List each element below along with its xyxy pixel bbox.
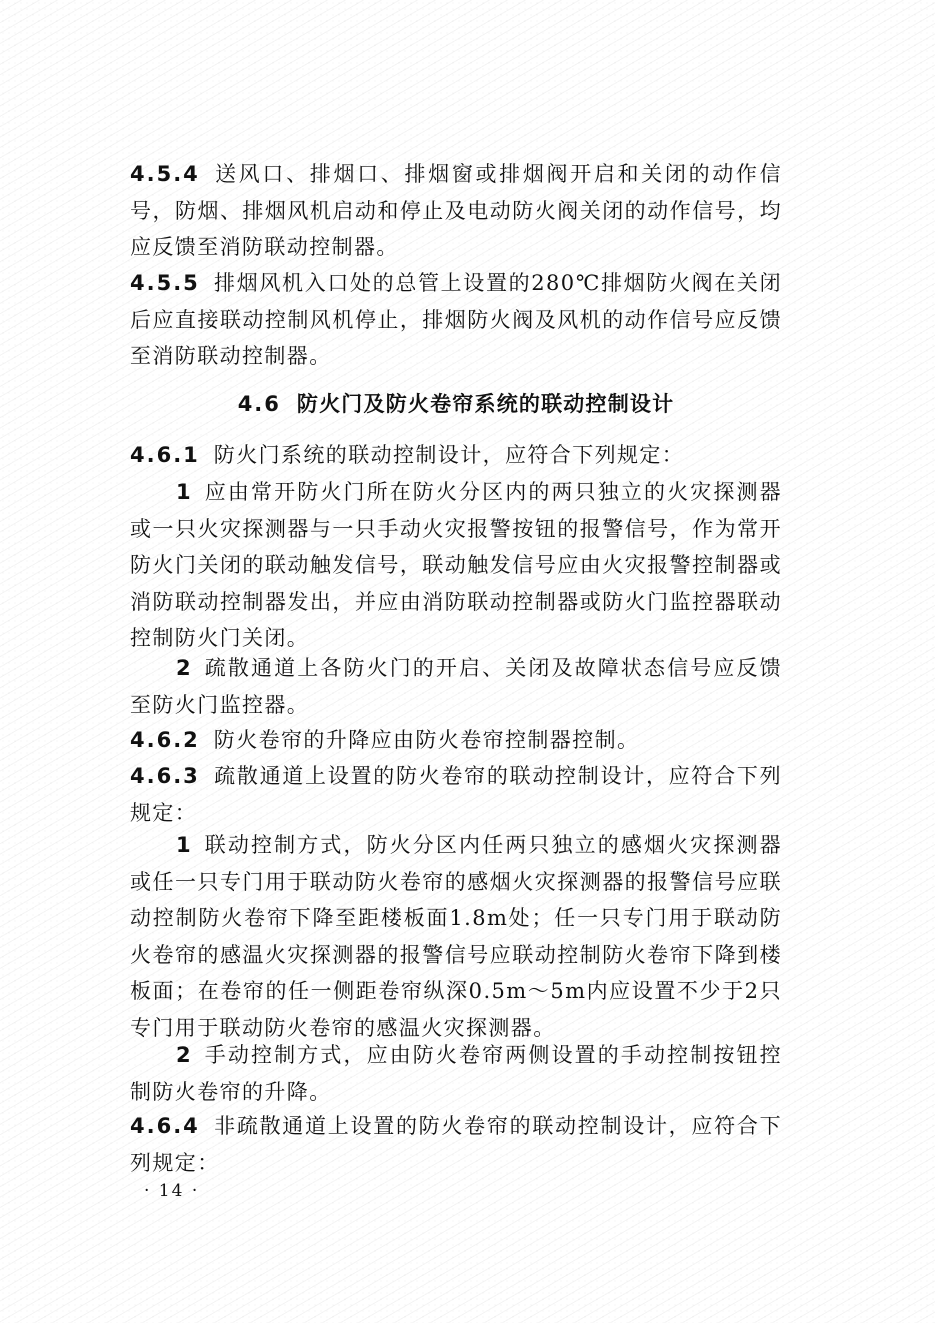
clause-number: 4.5.5 [130, 271, 200, 295]
item-number: 2 [176, 656, 193, 680]
page-number: · 14 · [144, 1181, 200, 1201]
clause-number: 4.6.2 [130, 728, 200, 752]
item-number: 1 [176, 480, 193, 504]
clause-number: 4.6.3 [130, 764, 200, 788]
item-number: 2 [176, 1043, 193, 1067]
clause-text: 防火门系统的联动控制设计，应符合下列规定： [213, 443, 685, 467]
clause-text: 送风口、排烟口、排烟窗或排烟阀开启和关闭的动作信号，防烟、排烟风机启动和停止及电动防火阀关闭的动作信号，均应反馈至消防联动控制器。 [130, 162, 782, 259]
item-text: 手动控制方式，应由防火卷帘两侧设置的手动控制按钮控制防火卷帘的升降。 [130, 1043, 782, 1104]
section-number: 4.6 [237, 392, 281, 416]
item-text: 应由常开防火门所在防火分区内的两只独立的火灾探测器或一只火灾探测器与一只手动火灾报警按钮的报警信号，作为常开防火门关闭的联动触发信号，联动触发信号应由火灾报警控制器或消防联动控制器发出，并应由消防联动控制器或防火门监控器联动控制防火门关闭。 [130, 480, 782, 650]
clause-text: 防火卷帘的升降应由防火卷帘控制器控制。 [213, 728, 640, 752]
clause-number: 4.6.1 [130, 443, 200, 467]
clause-4-6-3-item-2 [130, 1037, 782, 1110]
clause-text: 疏散通道上设置的防火卷帘的联动控制设计，应符合下列规定： [130, 764, 782, 825]
clause-4-6-1-item-1 [130, 474, 782, 657]
clause-text: 排烟风机入口处的总管上设置的280℃排烟防火阀在关闭后应直接联动控制风机停止，排烟防火阀及风机的动作信号应反馈至消防联动控制器。 [130, 271, 782, 368]
clause-4-6-3 [130, 758, 782, 831]
item-text: 疏散通道上各防火门的开启、关闭及故障状态信号应反馈至防火门监控器。 [130, 656, 782, 717]
item-number: 1 [176, 833, 193, 857]
clause-text: 非疏散通道上设置的防火卷帘的联动控制设计，应符合下列规定： [130, 1114, 782, 1175]
item-text: 联动控制方式，防火分区内任两只独立的感烟火灾探测器或任一只专门用于联动防火卷帘的感烟火灾探测器的报警信号应联动控制防火卷帘下降至距楼板面1.8m处；任一只专门用于联动防火卷帘的感温火灾探测器的报警信号应联动控制防火卷帘下降到楼板面；在卷帘的任一侧距卷帘纵深0.5m～5m内应设置不少于2只专门用于联动防火卷帘的感温火灾探测器。 [130, 833, 782, 1040]
clause-4-5-4 [130, 156, 782, 266]
clause-4-5-5 [130, 265, 782, 375]
section-title: 防火门及防火卷帘系统的联动控制设计 [296, 392, 675, 416]
clause-4-6-1 [130, 437, 782, 474]
clause-4-6-3-item-1 [130, 827, 782, 1046]
clause-number: 4.6.4 [130, 1114, 200, 1138]
clause-4-6-1-item-2 [130, 650, 782, 723]
clause-number: 4.5.4 [130, 162, 200, 186]
clause-4-6-4 [130, 1108, 782, 1181]
clause-4-6-2 [130, 722, 782, 759]
section-heading [130, 388, 782, 418]
